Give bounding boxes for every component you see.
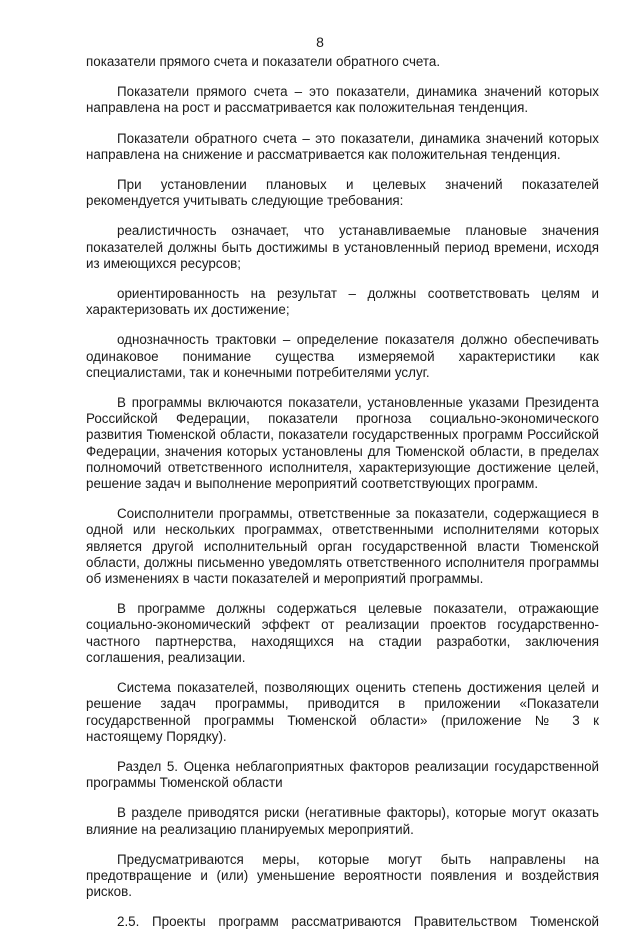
paragraph-6: ориентированность на результат – должны соответствовать целям и характеризовать их достижение;	[86, 286, 599, 318]
page-number: 8	[316, 34, 324, 50]
paragraph-11: Система показателей, позволяющих оценить степень достижения целей и решение задач программы, приводится в приложении «Показатели государственной программы Тюменской области» (приложение № 3 к настоящему Порядку).	[86, 680, 599, 744]
paragraph-14: 2.5. Проекты программ рассматриваются Правительством Тюменской	[117, 914, 599, 930]
paragraph-12: В разделе приводятся риски (негативные факторы), которые могут оказать влияние на реализацию планируемых мероприятий.	[86, 805, 599, 837]
paragraph-3: Показатели обратного счета – это показатели, динамика значений которых направлена на снижение и рассматривается как положительная тенденция.	[86, 130, 599, 162]
paragraph-4: При установлении плановых и целевых значений показателей рекомендуется учитывать следующие требования:	[86, 177, 599, 209]
paragraph-10: В программе должны содержаться целевые показатели, отражающие социально-экономический эффект от реализации проектов государственно-частного партнерства, находящихся на стадии разработки, заключения соглашения, реализации.	[86, 601, 599, 665]
paragraph-8: В программы включаются показатели, установленные указами Президента Российской Федерации, показатели прогноза социально-экономического развития Тюменской области, показатели государственных программ Российской Федерации, значения которых установлены для Тюменской области, в пределах полномочий ответственного исполнителя, характеризующие достижение целей, решение задач и выполнение мероприятий соответствующих программ.	[86, 395, 599, 492]
paragraph-5: реалистичность означает, что устанавливаемые плановые значения показателей должны быть достижимы в установленный период времени, исходя из имеющихся ресурсов;	[86, 223, 599, 271]
paragraph-1: показатели прямого счета и показатели обратного счета.	[86, 54, 441, 69]
paragraph-13: Предусматриваются меры, которые могут быть направлены на предотвращение и (или) уменьшение вероятности появления и воздействия рисков.	[86, 851, 599, 900]
paragraph-7: однозначность трактовки – определение показателя должно обеспечивать одинаковое понимание существа измеряемой характеристики как специалистами, так и конечными потребителями услуг.	[86, 332, 599, 380]
document-body	[86, 54, 599, 931]
section-heading: Раздел 5. Оценка неблагоприятных факторов реализации государственной программы Тюменской области	[86, 758, 599, 791]
paragraph-2: Показатели прямого счета – это показатели, динамика значений которых направлена на рост и рассматривается как положительная тенденция.	[86, 84, 599, 116]
paragraph-9: Соисполнители программы, ответственные за показатели, содержащиеся в одной или нескольких программах, ответственными исполнителями которых является другой исполнительный орган государственной власти Тюменской области, должны письменно уведомлять ответственного исполнителя программы об изменениях в части показателей и мероприятий программы.	[86, 506, 599, 587]
